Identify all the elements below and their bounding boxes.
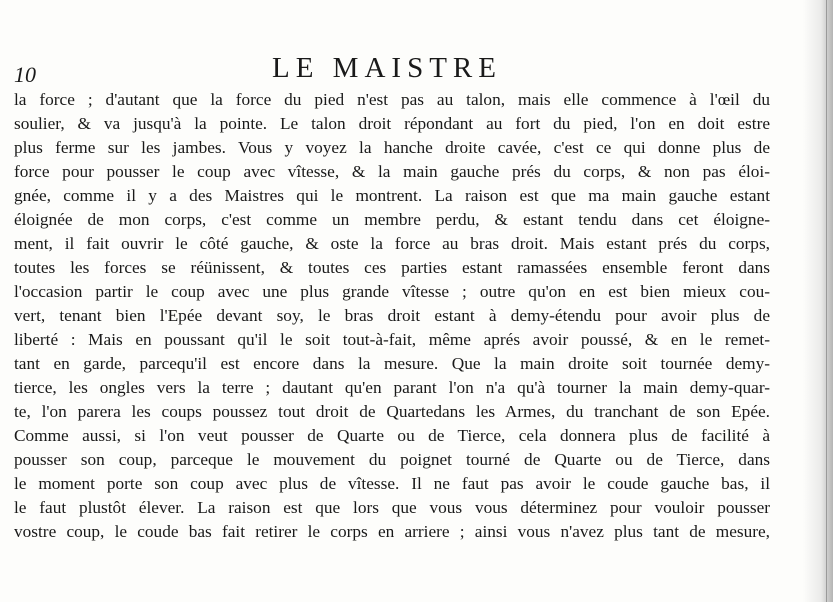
text-line: pousser son coup, parceque le mouvement du poignet tourné de Quarte ou de Tierce, dans: [14, 450, 770, 469]
text-line: te, l'on parera les coups poussez tout droit de Quartedans les Armes, du tranchant de son Epée.: [14, 402, 770, 421]
text-line: le moment porte son coup avec plus de vîtesse. Il ne faut pas avoir le coude gauche bas, il: [14, 474, 770, 493]
page-header: [14, 52, 784, 86]
text-line: soulier, & va jusqu'à la pointe. Le talon droit répondant au fort du pied, l'on en doit estre: [14, 114, 770, 133]
text-line: force pour pousser le coup avec vîtesse, & la main gauche prés du corps, & non pas éloi-: [14, 162, 770, 181]
text-line: Comme aussi, si l'on veut pousser de Quarte ou de Tierce, cela donnera plus de facilité à: [14, 426, 770, 445]
text-line: tant en garde, parcequ'il est encore dans la mesure. Que la main droite soit tournée demy-: [14, 354, 770, 373]
page-edge-shadow: [803, 0, 833, 602]
text-line: la force ; d'autant que la force du pied n'est pas au talon, mais elle commence à l'œil du: [14, 90, 770, 109]
text-line: toutes les forces se réünissent, & toutes ces parties estant ramassées ensemble feront dans: [14, 258, 770, 277]
text-line: liberté : Mais en poussant qu'il le soit tout-à-fait, même aprés avoir poussé, & en le remet-: [14, 330, 770, 349]
running-title: LE MAISTRE: [272, 52, 502, 84]
text-line: vert, tenant bien l'Epée devant soy, le bras droit estant à demy-étendu pour avoir plus de: [14, 306, 770, 325]
text-line: plus ferme sur les jambes. Vous y voyez la hanche droite cavée, c'est ce qui donne plus de: [14, 138, 770, 157]
text-line: gnée, comme il y a des Maistres qui le montrent. La raison est que ma main gauche estant: [14, 186, 770, 205]
page-edge-line: [826, 0, 827, 602]
page-number: 10: [14, 62, 36, 87]
body-text: [14, 88, 770, 544]
text-line: tierce, les ongles vers la terre ; dautant qu'en parant l'on n'a qu'à tourner la main demy-quar-: [14, 378, 770, 397]
text-line: vostre coup, le coude bas fait retirer le corps en arriere ; ainsi vous n'avez plus tant de mesure,: [14, 522, 770, 541]
text-line: éloignée de mon corps, c'est comme un membre perdu, & estant tendu dans cet éloigne-: [14, 210, 770, 229]
text-line: le faut plustôt élever. La raison est que lors que vous vous déterminez pour vouloir pousser: [14, 498, 770, 517]
text-line: l'occasion partir le coup avec une plus grande vîtesse ; outre qu'on en est bien mieux cou-: [14, 282, 770, 301]
text-line: ment, il fait ouvrir le côté gauche, & oste la force au bras droit. Mais estant prés du corps,: [14, 234, 770, 253]
